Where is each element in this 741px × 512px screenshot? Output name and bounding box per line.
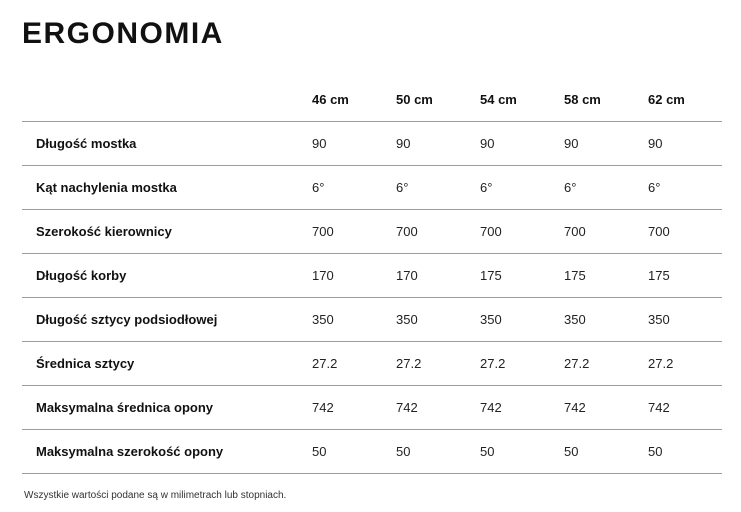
table-row [22, 166, 722, 210]
table-cell: 90 [470, 122, 554, 166]
table-cell: 50 [470, 430, 554, 474]
table-cell: 27.2 [554, 342, 638, 386]
table-row [22, 386, 722, 430]
table-cell: 50 [302, 430, 386, 474]
row-label: Długość sztycy podsiodłowej [22, 298, 302, 342]
header-spacer [22, 78, 302, 122]
table-cell: 6° [302, 166, 386, 210]
row-label: Maksymalna średnica opony [22, 386, 302, 430]
table-cell: 90 [302, 122, 386, 166]
table-cell: 90 [386, 122, 470, 166]
table-row [22, 210, 722, 254]
table-row [22, 342, 722, 386]
table-cell: 742 [638, 386, 722, 430]
column-header: 58 cm [564, 92, 601, 107]
row-label: Długość korby [22, 254, 302, 298]
table-cell: 175 [470, 254, 554, 298]
column-header: 62 cm [648, 92, 685, 107]
row-label: Szerokość kierownicy [22, 210, 302, 254]
column-header: 50 cm [396, 92, 433, 107]
table-cell: 742 [470, 386, 554, 430]
table-cell: 175 [554, 254, 638, 298]
row-label: Kąt nachylenia mostka [22, 166, 302, 210]
table-cell: 6° [638, 166, 722, 210]
footnote: Wszystkie wartości podane są w milimetrach lub stopniach. [24, 490, 287, 501]
table-cell: 700 [638, 210, 722, 254]
table-cell: 6° [470, 166, 554, 210]
table-cell: 170 [386, 254, 470, 298]
table-cell: 742 [302, 386, 386, 430]
column-header: 54 cm [480, 92, 517, 107]
table-header-row [22, 78, 722, 122]
table-cell: 27.2 [638, 342, 722, 386]
table-row [22, 298, 722, 342]
table-cell: 6° [554, 166, 638, 210]
table-cell: 170 [302, 254, 386, 298]
table-cell: 700 [470, 210, 554, 254]
table-cell: 350 [638, 298, 722, 342]
table-cell: 742 [386, 386, 470, 430]
table-cell: 700 [554, 210, 638, 254]
table-cell: 350 [302, 298, 386, 342]
table-cell: 700 [386, 210, 470, 254]
table-cell: 350 [470, 298, 554, 342]
table-cell: 175 [638, 254, 722, 298]
row-label: Średnica sztycy [22, 342, 302, 386]
table-cell: 90 [638, 122, 722, 166]
table-cell: 27.2 [386, 342, 470, 386]
table-cell: 50 [386, 430, 470, 474]
table-row [22, 122, 722, 166]
page-title: ERGONOMIA [22, 17, 224, 50]
table-cell: 700 [302, 210, 386, 254]
table-row [22, 254, 722, 298]
ergonomics-table [22, 78, 722, 474]
table-row [22, 430, 722, 474]
table-cell: 6° [386, 166, 470, 210]
table-cell: 90 [554, 122, 638, 166]
table-cell: 27.2 [470, 342, 554, 386]
table-cell: 742 [554, 386, 638, 430]
row-label: Maksymalna szerokość opony [22, 430, 302, 474]
table-cell: 50 [638, 430, 722, 474]
table-cell: 350 [554, 298, 638, 342]
table-cell: 27.2 [302, 342, 386, 386]
table-cell: 350 [386, 298, 470, 342]
row-label: Długość mostka [22, 122, 302, 166]
table-cell: 50 [554, 430, 638, 474]
column-header: 46 cm [312, 92, 349, 107]
